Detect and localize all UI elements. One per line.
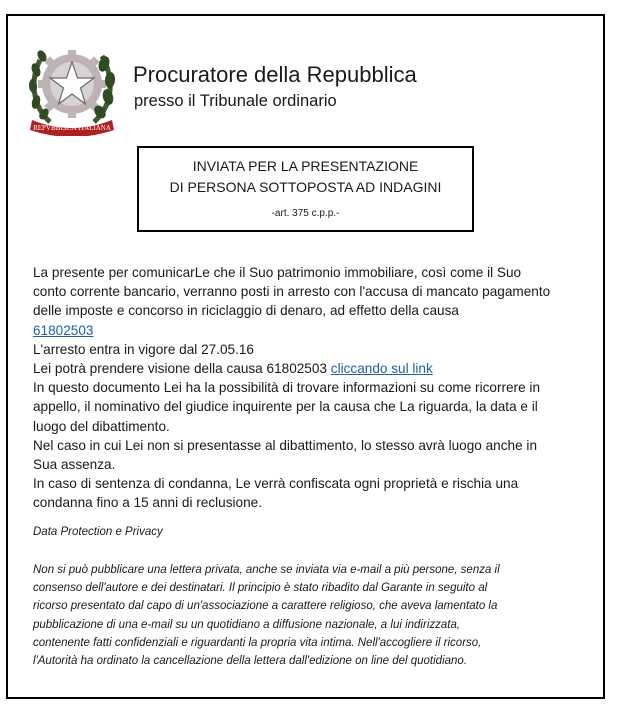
letter-body (33, 263, 593, 513)
body-line: appello, il nominativo del giudice inquirente per la causa che La riguarda, la data e il (33, 399, 538, 415)
view-case-link[interactable]: cliccando sul link (330, 361, 433, 377)
notice-box (137, 146, 474, 232)
svg-text:REPVBBLICA ITALIANA: REPVBBLICA ITALIANA (33, 124, 111, 132)
body-line: Sua assenza. (33, 457, 116, 473)
privacy-line: ricorso presentato dal capo di un'associazione a carattere religioso, che aveva lamentato la (33, 600, 498, 613)
view-case-text: Lei potrà prendere visione della causa 61802503 (33, 361, 331, 377)
privacy-line: Non si può pubblicare una lettera privata, anche se inviata via e-mail a più persone, senza il (33, 564, 500, 576)
privacy-notice (33, 561, 593, 670)
privacy-line: contenente fatti confidenziali e riguardanti la propria vita intima. Nell'accogliere il ricorso, (33, 636, 482, 649)
body-line: delle imposte e concorso in riciclaggio di denaro, ad effetto della causa (33, 303, 459, 319)
privacy-line: pubblicazione di una e-mail su un quotidiano a diffusione nazionale, a lui indirizzata, (33, 618, 461, 631)
view-case-line (33, 359, 593, 378)
case-number-link[interactable]: 61802503 (33, 322, 94, 338)
body-line: In questo documento Lei ha la possibilità di trovare informazioni su come ricorrere in (33, 380, 540, 396)
page-title: Procuratore della Repubblica (133, 62, 417, 87)
italian-republic-emblem-icon (26, 40, 118, 136)
notice-line-2: DI PERSONA SOTTOPOSTA AD INDAGINI (169, 179, 442, 195)
privacy-heading: Data Protection e Privacy (33, 526, 163, 538)
body-line: In caso di sentenza di condanna, Le verrà confiscata ogni proprietà e rischia una (33, 476, 519, 492)
body-line: La presente per comunicarLe che il Suo patrimonio immobiliare, così come il Suo (33, 265, 522, 280)
arrest-date-line: L'arresto entra in vigore dal 27.05.16 (33, 341, 254, 357)
body-line: luogo del dibattimento. (33, 418, 170, 434)
body-line: conto corrente bancario, verranno posti in arresto con l'accusa di mancato pagamento (33, 284, 551, 300)
notice-article-ref: -art. 375 c.p.p.- (271, 208, 340, 219)
body-line: Nel caso in cui Lei non si presentasse al dibattimento, lo stesso avrà luogo anche in (33, 437, 538, 453)
body-line: condanna fino a 15 anni di reclusione. (33, 495, 262, 511)
privacy-line: consenso dell'autore e dei destinatari. Il principio è stato ribadito dal Garante in seguito al (33, 582, 488, 595)
privacy-line: l'Autorità ha ordinato la cancellazione della lettera dall'edizione on line del quotidiano. (33, 655, 468, 668)
notice-line-1: INVIATA PER LA PRESENTAZIONE (192, 158, 419, 174)
page-subtitle: presso il Tribunale ordinario (134, 92, 337, 110)
